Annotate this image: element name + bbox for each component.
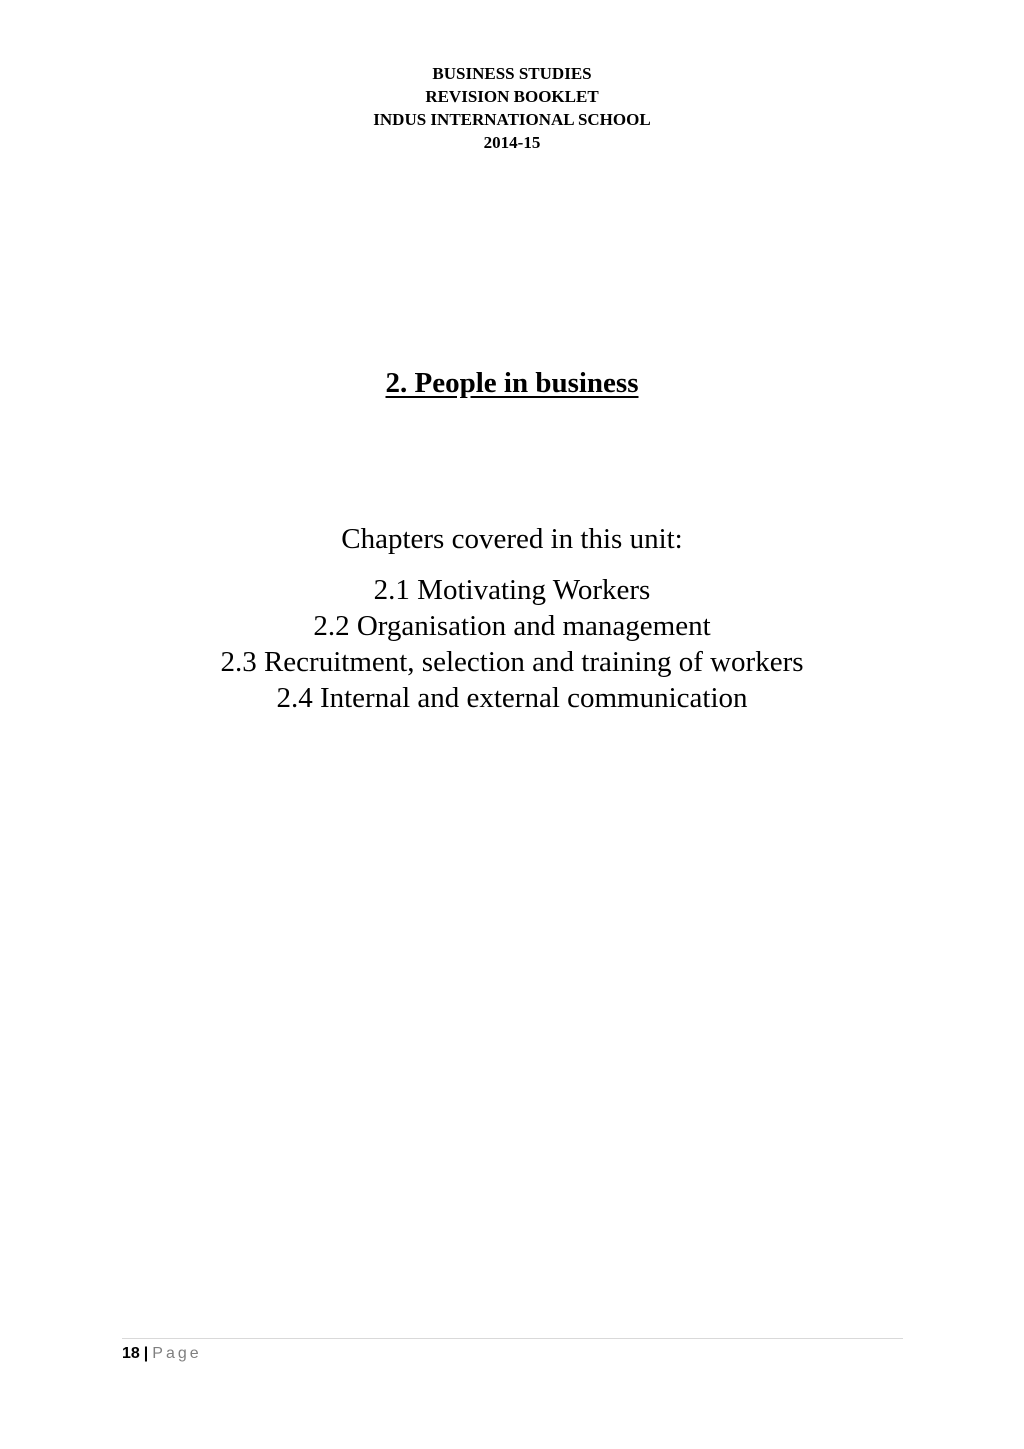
chapter-item: 2.1 Motivating Workers [373,574,651,606]
page-label: Page [152,1345,202,1362]
chapter-list [0,572,1024,716]
chapters-intro: Chapters covered in this unit: [341,523,683,555]
chapter-item: 2.3 Recruitment, selection and training of workers [220,646,804,678]
header-year: 2014-15 [483,133,541,152]
header-school: INDUS INTERNATIONAL SCHOOL [373,110,651,129]
footer-divider [122,1338,903,1339]
page-footer [122,1343,202,1365]
footer-separator: | [143,1345,149,1362]
page-number: 18 [122,1345,140,1362]
header-subject: BUSINESS STUDIES [432,64,592,83]
document-header [0,62,1024,154]
chapter-item: 2.2 Organisation and management [313,610,711,642]
header-booklet: REVISION BOOKLET [425,87,599,106]
chapter-item: 2.4 Internal and external communication [276,682,748,714]
unit-title: 2. People in business [385,367,639,399]
